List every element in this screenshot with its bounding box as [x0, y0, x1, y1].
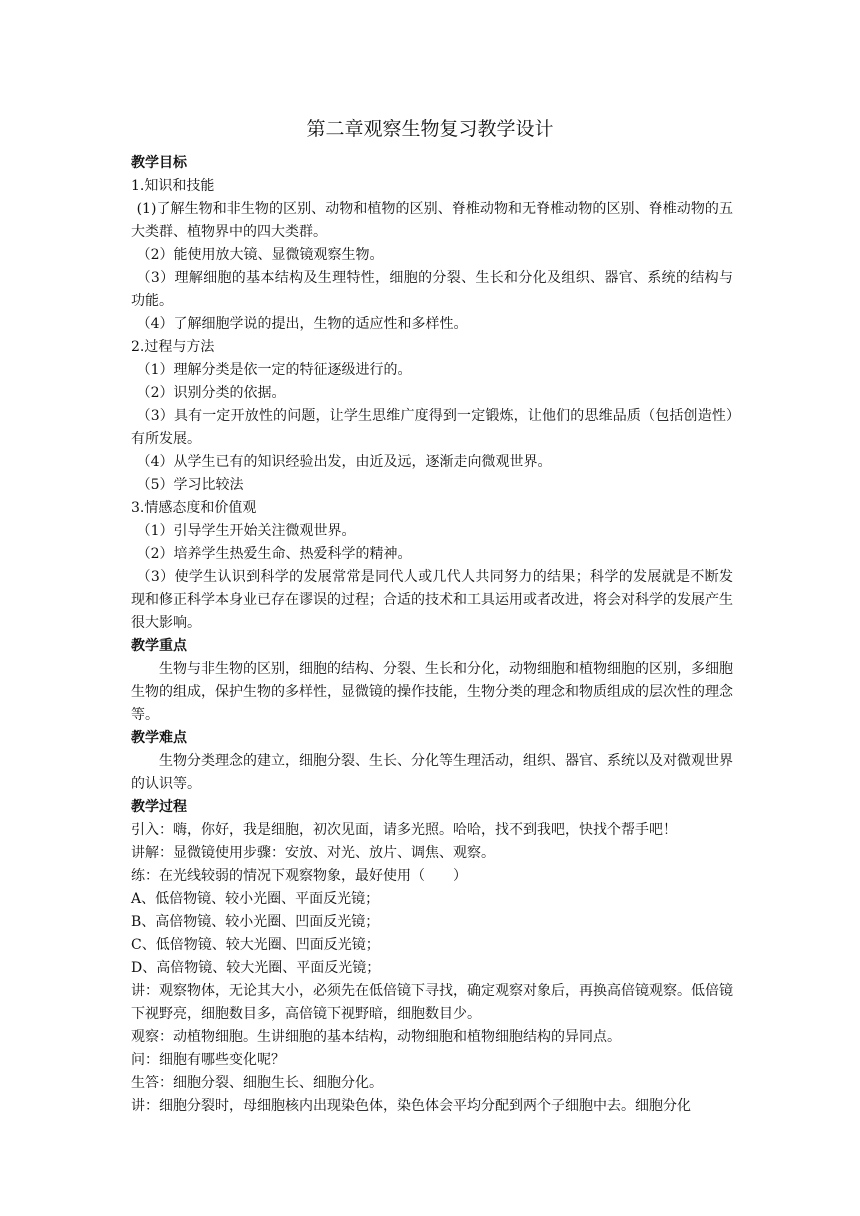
paragraph: （3）理解细胞的基本结构及生理特性，细胞的分裂、生长和分化及组织、器官、系统的结构与功能。 — [131, 270, 733, 309]
paragraph: 生答：细胞分裂、细胞生长、细胞分化。 — [131, 1075, 383, 1091]
paragraph: （3）具有一定开放性的问题，让学生思维广度得到一定锻炼，让他们的思维品质（包括创造性）有所发展。 — [131, 408, 733, 447]
paragraph: D、高倍物镜、较大光圈、平面反光镜； — [131, 960, 381, 976]
paragraph: A、低倍物镜、较小光圈、平面反光镜； — [131, 891, 380, 907]
paragraph: （1）理解分类是依一定的特征逐级进行的。 — [136, 362, 412, 378]
document-body — [131, 152, 733, 1118]
paragraph: 观察：动植物细胞。生讲细胞的基本结构，动物细胞和植物细胞结构的异同点。 — [131, 1029, 621, 1045]
paragraph: 生物与非生物的区别，细胞的结构、分裂、生长和分化，动物细胞和植物细胞的区别，多细胞生物的组成，保护生物的多样性，显微镜的操作技能，生物分类的理念和物质组成的层次性的理念等。 — [131, 661, 733, 723]
document-title: 第二章观察生物复习教学设计 — [306, 118, 554, 140]
section-heading: 教学过程 — [131, 799, 187, 815]
paragraph: 1.知识和技能 — [131, 178, 215, 194]
paragraph: （2）培养学生热爱生命、热爱科学的精神。 — [136, 546, 412, 562]
paragraph: （4）了解细胞学说的提出，生物的适应性和多样性。 — [136, 316, 468, 332]
paragraph: C、低倍物镜、较大光圈、凹面反光镜； — [131, 937, 380, 953]
paragraph: 练：在光线较弱的情况下观察物象，最好使用（ ） — [131, 868, 467, 884]
paragraph: （3）使学生认识到科学的发展常常是同代人或几代人共同努力的结果；科学的发展就是不断发现和修正科学本身业已存在谬误的过程；合适的技术和工具运用或者改进，将会对科学的发展产生很大影响。 — [131, 569, 733, 631]
paragraph: （2）识别分类的依据。 — [136, 385, 286, 401]
paragraph: 引入：嗨，你好，我是细胞，初次见面，请多光照。哈哈，找不到我吧，快找个帮手吧！ — [131, 822, 677, 838]
paragraph: 讲：观察物体，无论其大小，必须先在低倍镜下寻找，确定观察对象后，再换高倍镜观察。低倍镜下视野亮，细胞数目多，高倍镜下视野暗，细胞数目少。 — [131, 983, 733, 1022]
paragraph: （1）引导学生开始关注微观世界。 — [136, 523, 356, 539]
section-heading: 教学难点 — [131, 730, 187, 746]
paragraph: （4）从学生已有的知识经验出发，由近及远，逐渐走向微观世界。 — [136, 454, 552, 470]
paragraph: (1)了解生物和非生物的区别、动物和植物的区别、脊椎动物和无脊椎动物的区别、脊椎动物的五大类群、植物界中的四大类群。 — [131, 201, 733, 240]
paragraph: 讲解：显微镜使用步骤：安放、对光、放片、调焦、观察。 — [131, 845, 495, 861]
paragraph: B、高倍物镜、较小光圈、凹面反光镜； — [131, 914, 380, 930]
paragraph: 2.过程与方法 — [131, 339, 215, 355]
paragraph: （5）学习比较法 — [136, 477, 244, 493]
paragraph: 生物分类理念的建立，细胞分裂、生长、分化等生理活动，组织、器官、系统以及对微观世界的认识等。 — [131, 753, 733, 792]
paragraph: 讲：细胞分裂时，母细胞核内出现染色体，染色体会平均分配到两个子细胞中去。细胞分化 — [131, 1098, 691, 1114]
section-heading: 教学重点 — [131, 638, 187, 654]
paragraph: 3.情感态度和价值观 — [131, 500, 257, 516]
section-heading: 教学目标 — [131, 155, 187, 171]
paragraph: （2）能使用放大镜、显微镜观察生物。 — [136, 247, 384, 263]
paragraph: 问：细胞有哪些变化呢？ — [131, 1052, 285, 1068]
